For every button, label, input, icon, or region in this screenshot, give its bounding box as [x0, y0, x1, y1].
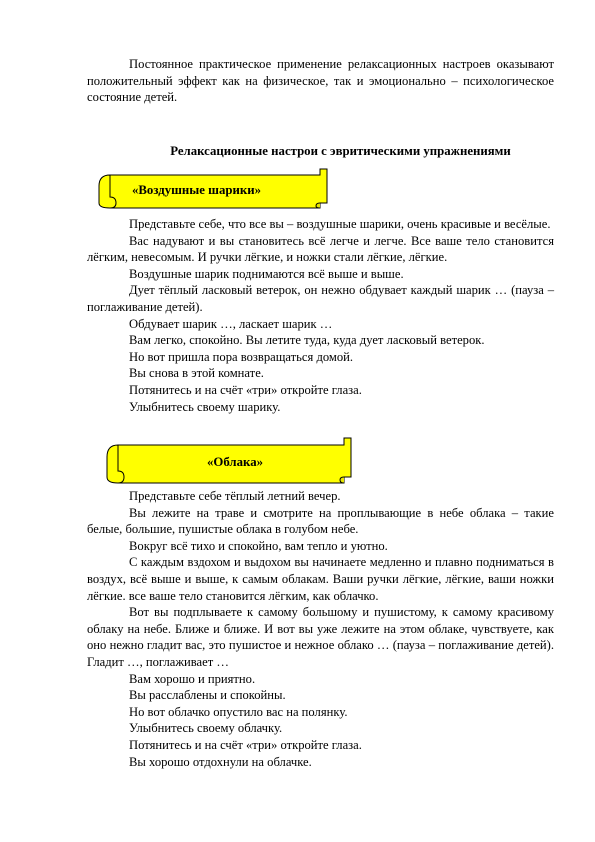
- paragraph: Вы снова в этой комнате.: [129, 366, 264, 381]
- banner-curl-right: [316, 203, 320, 208]
- banner-title-clouds: «Облака»: [207, 455, 263, 469]
- paragraph: Но вот облачко опустило вас на полянку.: [129, 704, 348, 719]
- banner-scroll-baloons: [96, 167, 330, 211]
- paragraph: Представьте себе, что все вы – воздушные шарики, очень красивые и весёлые.: [129, 217, 551, 231]
- section-clouds-body: [87, 488, 554, 770]
- banner-title-baloons: «Воздушные шарики»: [132, 183, 261, 197]
- paragraph: Воздушные шарик поднимаются всё выше и выше.: [129, 266, 404, 281]
- paragraph: Представьте себе тёплый летний вечер.: [129, 489, 341, 503]
- banner-scroll-clouds: [104, 436, 354, 486]
- paragraph: Потянитесь и на счёт «три» откройте глаза.: [129, 737, 362, 752]
- paragraph: Вы хорошо отдохнули на облачке.: [129, 754, 312, 769]
- paragraph: Вам легко, спокойно. Вы летите туда, куда дует ласковый ветерок.: [129, 333, 485, 348]
- paragraph: Вы расслаблены и спокойны.: [129, 688, 286, 703]
- intro-block: [87, 56, 554, 106]
- paragraph: Вам хорошо и приятно.: [129, 671, 256, 686]
- section-heading: Релаксационные настрои с эвритическими упражнениями: [170, 144, 511, 158]
- paragraph: Улыбнитесь своему облачку.: [129, 721, 283, 736]
- paragraph: Вы лежите на траве и смотрите на проплывающие в небе облака – такие белые, большие, пушистые облака в голубом небе.: [87, 505, 554, 537]
- section-baloons-body: [87, 216, 554, 415]
- paragraph: Вокруг всё тихо и спокойно, вам тепло и уютно.: [129, 538, 388, 553]
- paragraph: Дует тёплый ласковый ветерок, он нежно обдувает каждый шарик … (пауза – поглаживание детей).: [87, 283, 554, 314]
- intro-paragraph: Постоянное практическое применение релаксационных настроев оказывают положительный эффект как на физическое, так и эмоционально – психологическое состояние детей.: [87, 57, 554, 105]
- paragraph: Обдувает шарик …, ласкает шарик …: [129, 316, 333, 331]
- paragraph: Потянитесь и на счёт «три» откройте глаза.: [129, 382, 362, 397]
- paragraph: Вот вы подплываете к самому большому и пушистому, к самому красивому облаку на небе. Ближе и ближе. И вот вы уже лежите на этом облаке, чувствуете, как оно нежно гладит вас, это пушистое и нежное облако … (пауза – поглаживание детей). Гладит …, поглаживает …: [87, 605, 554, 669]
- paragraph: Вас надувают и вы становитесь всё легче и легче. Все ваше тело становится лёгким, невесомым. И ручки лёгкие, и ножки стали лёгкие, лёгкие.: [87, 233, 554, 265]
- paragraph: Улыбнитесь своему шарику.: [129, 399, 281, 414]
- paragraph: С каждым вздохом и выдохом вы начинаете медленно и плавно подниматься в воздух, всё выше и выше, к самым облакам. Ваши ручки лёгкие, лёгкие, ваши ножки лёгкие. все ваше тело становится лёгким, как облачко.: [87, 555, 554, 603]
- banner-curl-right: [340, 477, 344, 483]
- paragraph: Но вот пришла пора возвращаться домой.: [129, 349, 354, 364]
